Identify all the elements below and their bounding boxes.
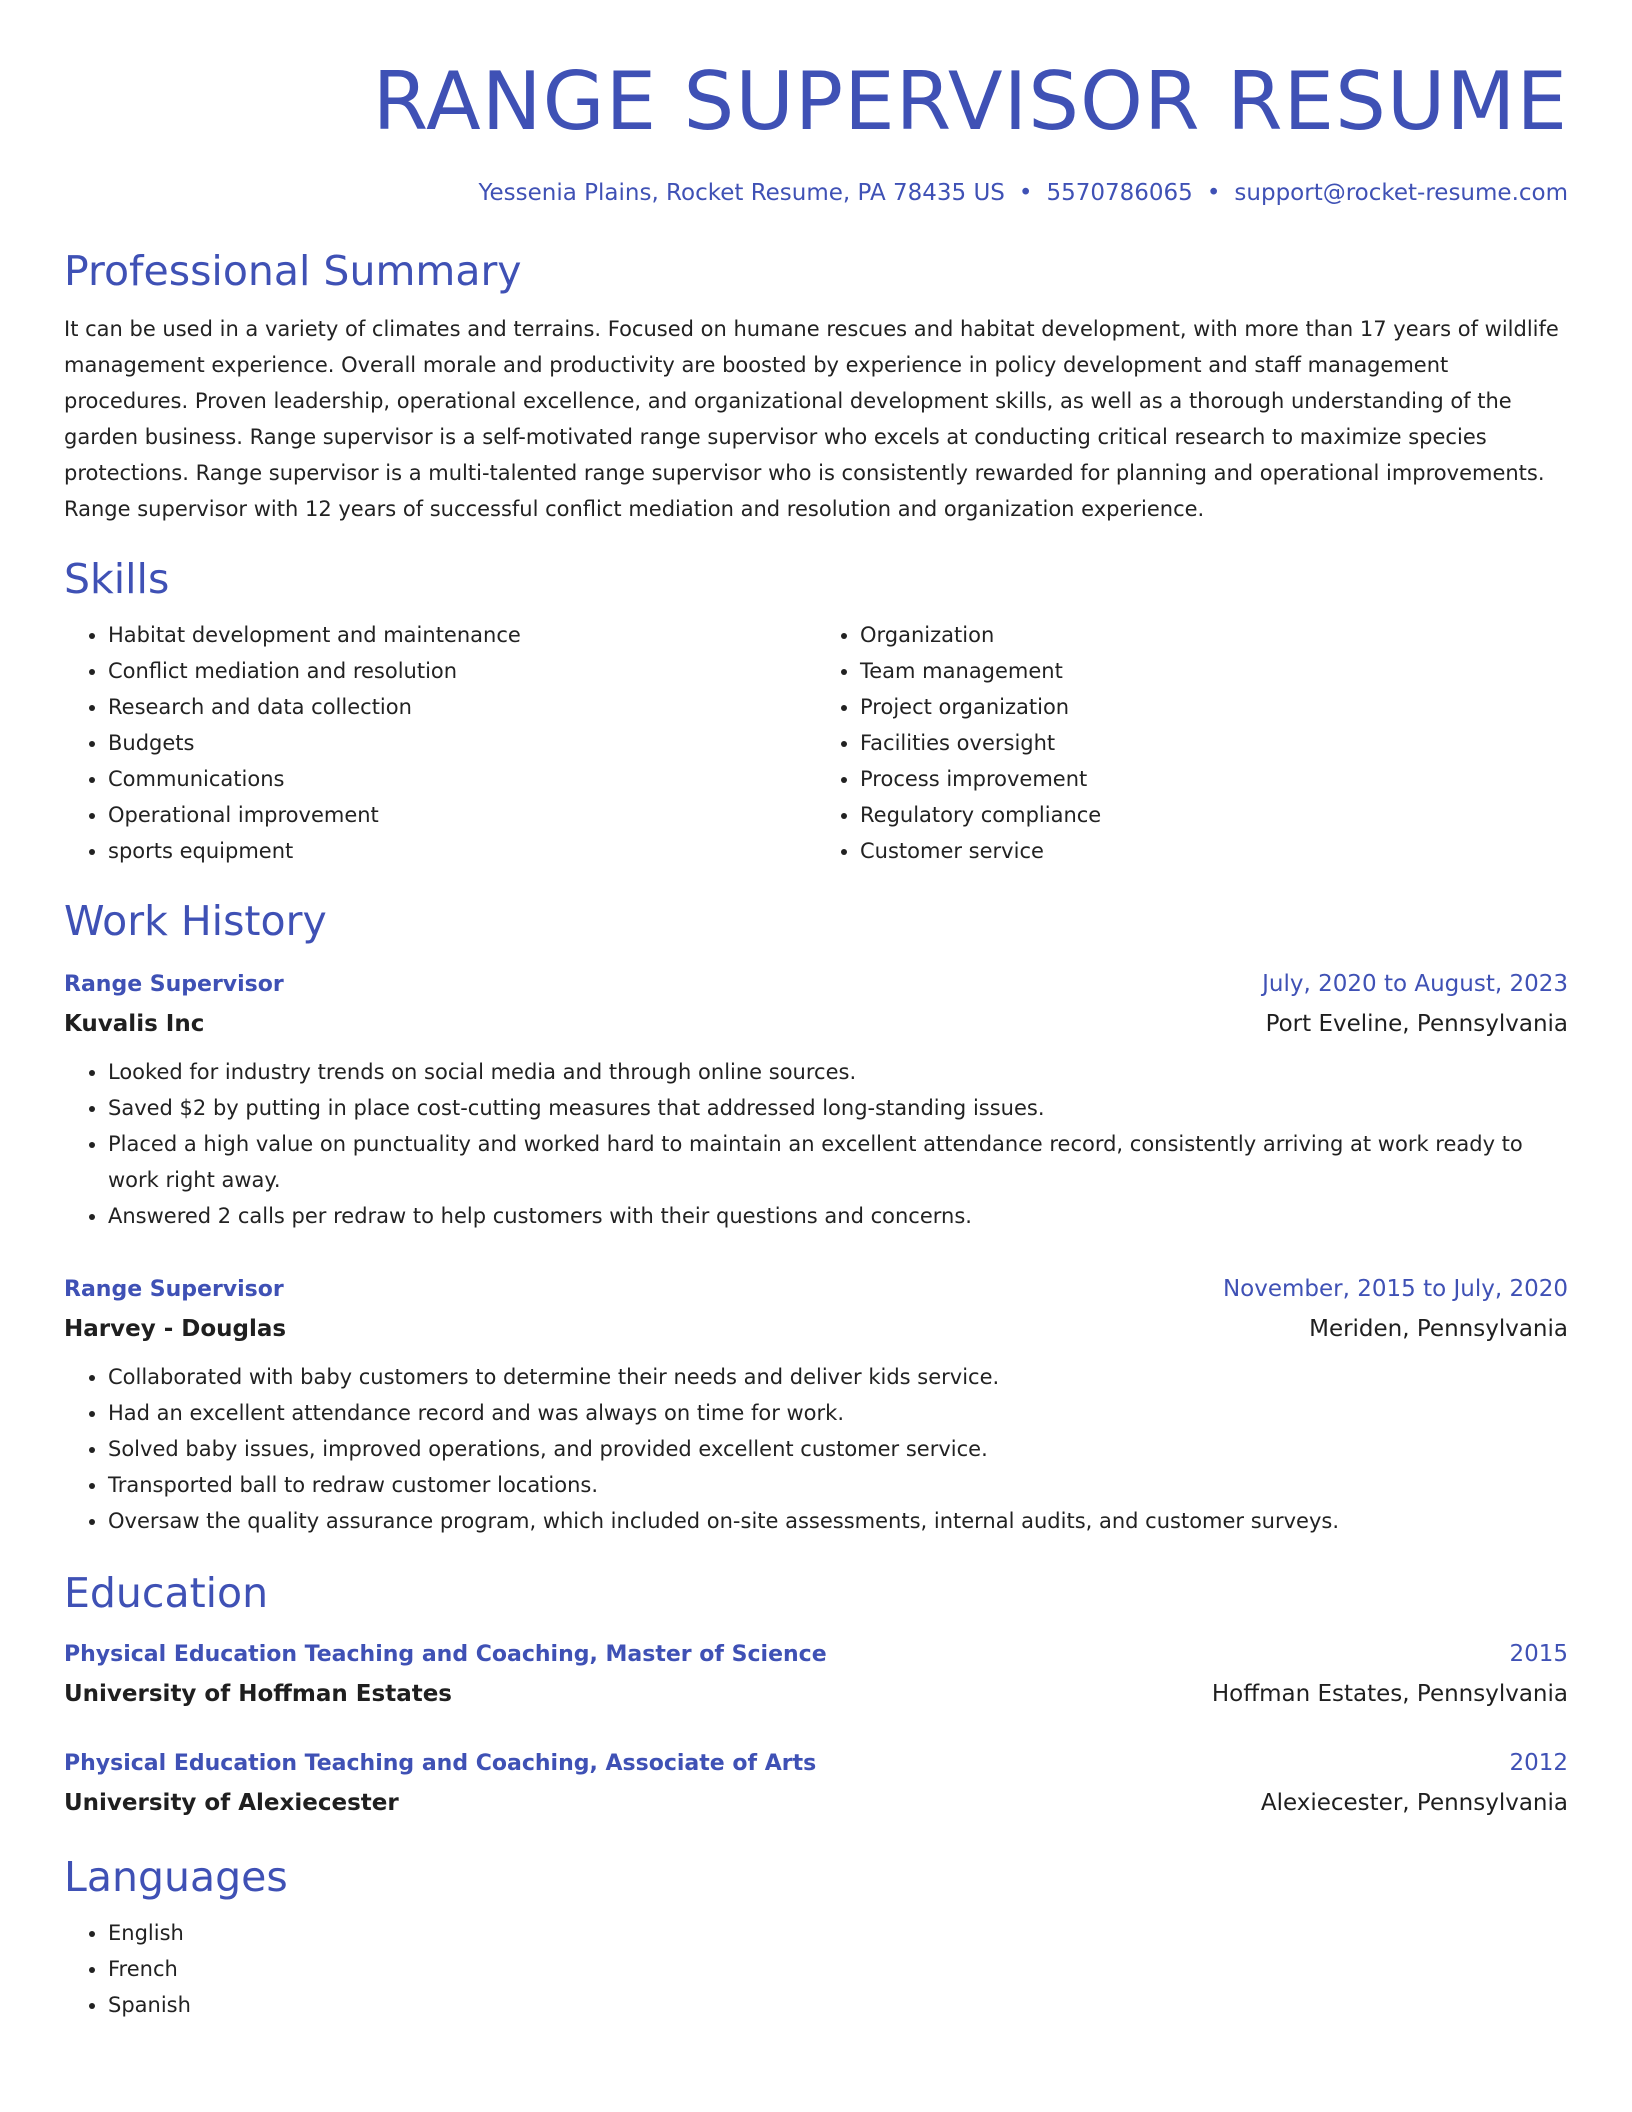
job-subheader — [64, 1004, 1568, 1044]
education-location: Hoffman Estates, Pennsylvania — [1211, 1681, 1568, 1707]
skills-list-right — [816, 617, 1568, 869]
section-languages — [64, 1851, 1568, 2023]
education-header — [64, 1635, 1568, 1674]
job-location: Meriden, Pennsylvania — [1309, 1316, 1568, 1342]
contact-address: Yessenia Plains, Rocket Resume, PA 78435 US — [478, 180, 1005, 206]
job-company: Harvey - Douglas — [64, 1316, 287, 1342]
section-skills — [64, 553, 1568, 869]
job-role: Range Supervisor — [64, 972, 284, 997]
job-bullet: • Answered 2 calls per redraw to help customers with their questions and concerns. — [108, 1198, 1568, 1234]
education-year: 2012 — [1509, 1750, 1568, 1776]
education-subheader — [64, 1674, 1568, 1714]
job-bullet: • Saved $2 by putting in place cost-cutting measures that addressed long-standing issues. — [108, 1090, 1568, 1126]
job-bullets — [64, 1359, 1568, 1539]
skill-item: • Organization — [860, 617, 1568, 653]
education-location: Alexiecester, Pennsylvania — [1260, 1790, 1568, 1816]
section-heading-education: Education — [64, 1569, 269, 1617]
job-company: Kuvalis Inc — [64, 1011, 205, 1037]
job-bullet: • Had an excellent attendance record and was always on time for work. — [108, 1395, 1568, 1431]
education-entry — [64, 1635, 1568, 1714]
section-education — [64, 1567, 1568, 1823]
education-entry — [64, 1744, 1568, 1823]
skills-list-left — [64, 617, 816, 869]
skill-item: • Customer service — [860, 833, 1568, 869]
job-header — [64, 1270, 1568, 1309]
section-work-history — [64, 895, 1568, 1539]
section-heading-languages: Languages — [64, 1853, 288, 1901]
skill-item: • Process improvement — [860, 761, 1568, 797]
job-bullet: • Placed a high value on punctuality and worked hard to maintain an excellent attendance record, consistently arriving at work ready to work right away. — [108, 1126, 1568, 1198]
skill-item: • Research and data collection — [108, 689, 816, 725]
job-bullet: • Solved baby issues, improved operations, and provided excellent customer service. — [108, 1431, 1568, 1467]
skill-item: • Project organization — [860, 689, 1568, 725]
job-dates: July, 2020 to August, 2023 — [1262, 971, 1568, 997]
contact-phone: 5570786065 — [1046, 180, 1193, 206]
languages-list — [64, 1915, 1568, 2023]
job-location: Port Eveline, Pennsylvania — [1265, 1011, 1568, 1037]
job-subheader — [64, 1309, 1568, 1349]
skill-item: • Operational improvement — [108, 797, 816, 833]
job-bullet: • Collaborated with baby customers to determine their needs and deliver kids service. — [108, 1359, 1568, 1395]
contact-separator: • — [1206, 180, 1221, 206]
section-heading-work: Work History — [64, 897, 327, 945]
job-bullets — [64, 1054, 1568, 1234]
education-school: University of Hoffman Estates — [64, 1681, 453, 1707]
skill-item: • Team management — [860, 653, 1568, 689]
contact-separator: • — [1018, 180, 1033, 206]
summary-text: It can be used in a variety of climates and terrains. Focused on humane rescues and habitat development, with more than 17 years of wildlife management experience. Overall morale and productivity are boosted by experience in policy development and staff management procedures. Proven leadership, operational excellence, and organizational development skills, as well as a thorough understanding of the garden business. Range supervisor is a self-motivated range supervisor who excels at conducting critical research to maximize species protections. Range supervisor is a multi-talented range supervisor who is consistently rewarded for planning and operational improvements. Range supervisor with 12 years of successful conflict mediation and resolution and organization experience. — [64, 317, 1559, 521]
contact-email[interactable]: support@rocket-resume.com — [1234, 180, 1568, 206]
skill-item: • Habitat development and maintenance — [108, 617, 816, 653]
job-entry — [64, 965, 1568, 1234]
education-subheader — [64, 1783, 1568, 1823]
skill-item: • Conflict mediation and resolution — [108, 653, 816, 689]
section-heading-skills: Skills — [64, 555, 170, 603]
skill-item: • Budgets — [108, 725, 816, 761]
skill-item: • Facilities oversight — [860, 725, 1568, 761]
job-bullet: • Oversaw the quality assurance program, which included on-site assessments, internal audits, and customer surveys. — [108, 1503, 1568, 1539]
skill-item: • sports equipment — [108, 833, 816, 869]
language-item: • Spanish — [108, 1987, 1568, 2023]
language-item: • English — [108, 1915, 1568, 1951]
education-degree: Physical Education Teaching and Coaching, Associate of Arts — [64, 1751, 817, 1776]
skill-item: • Communications — [108, 761, 816, 797]
section-summary — [64, 245, 1568, 527]
education-school: University of Alexiecester — [64, 1790, 399, 1816]
contact-line — [64, 177, 1568, 209]
job-role: Range Supervisor — [64, 1277, 284, 1302]
resume-title: RANGE SUPERVISOR RESUME — [372, 55, 1568, 148]
job-header — [64, 965, 1568, 1004]
skill-item: • Regulatory compliance — [860, 797, 1568, 833]
skills-columns — [64, 617, 1568, 869]
job-entry — [64, 1270, 1568, 1539]
education-header — [64, 1744, 1568, 1783]
job-dates: November, 2015 to July, 2020 — [1222, 1276, 1568, 1302]
job-bullet: • Looked for industry trends on social media and through online sources. — [108, 1054, 1568, 1090]
education-degree: Physical Education Teaching and Coaching, Master of Science — [64, 1642, 827, 1667]
section-heading-summary: Professional Summary — [64, 247, 522, 295]
job-bullet: • Transported ball to redraw customer locations. — [108, 1467, 1568, 1503]
education-year: 2015 — [1509, 1641, 1568, 1667]
language-item: • French — [108, 1951, 1568, 1987]
